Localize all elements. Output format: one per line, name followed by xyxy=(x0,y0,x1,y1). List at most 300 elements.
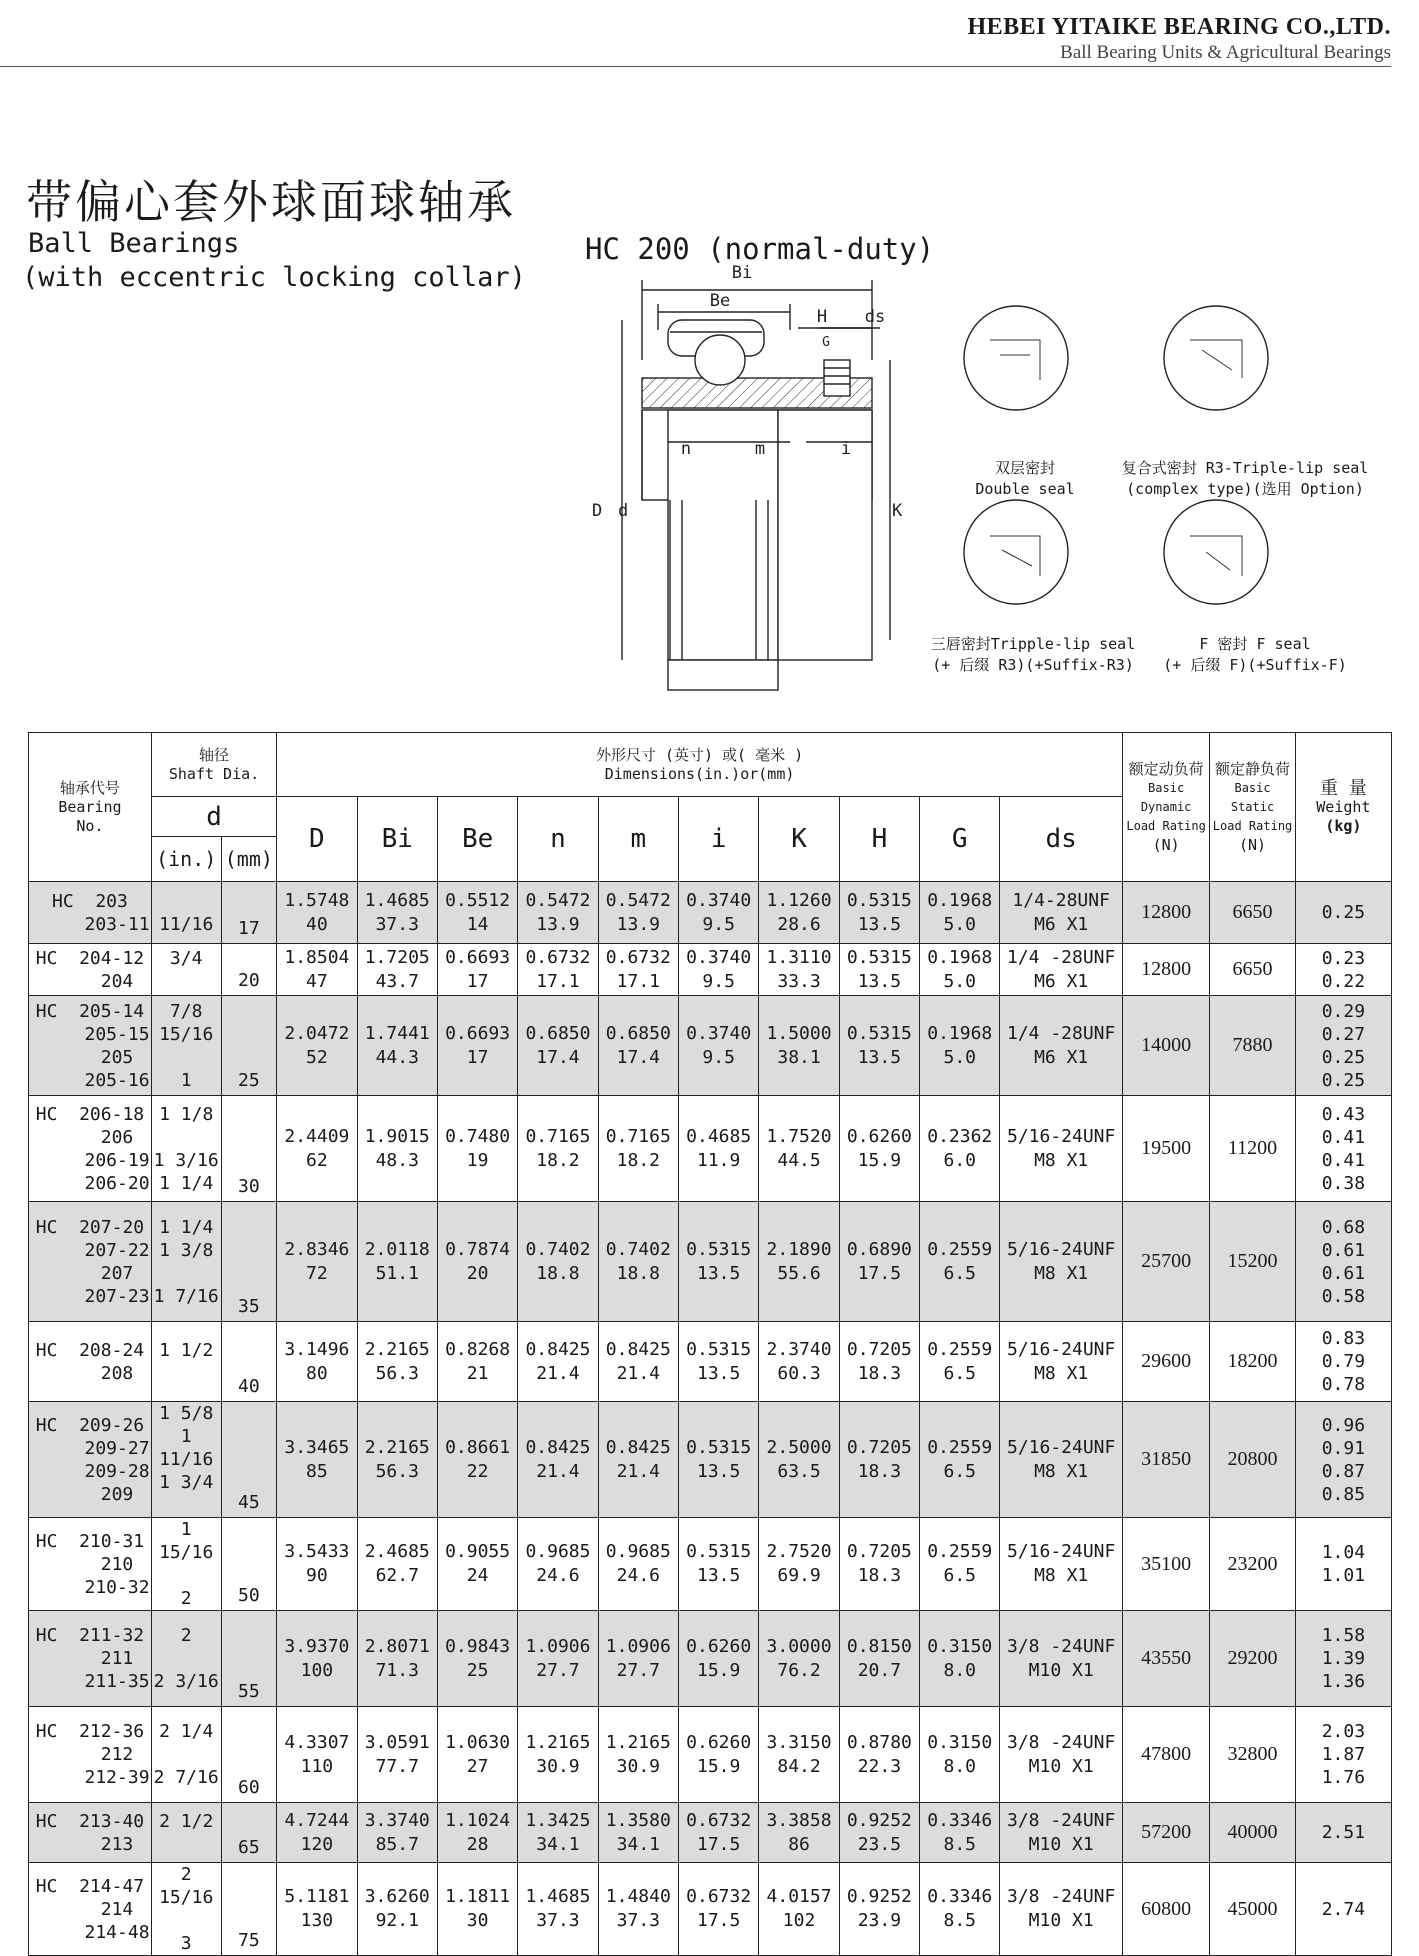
weight-value: 0.83 xyxy=(1321,1328,1366,1349)
header-dimensions: 外形尺寸 (英寸) 或( 毫米 ) Dimensions(in.)or(mm) xyxy=(277,733,1123,797)
dim-n-cell xyxy=(518,1611,598,1707)
bearing-number-cell xyxy=(29,1202,152,1322)
shaft-inch xyxy=(152,1833,221,1856)
dim-ds-value: M6 X1 xyxy=(1034,913,1089,935)
dim-n-value: 1.2165 xyxy=(525,1731,591,1753)
dim-bi-value: 77.7 xyxy=(375,1755,419,1777)
weight-value: 0.43 xyxy=(1321,1103,1366,1125)
static-load: 40000 xyxy=(1210,1803,1295,1863)
shaft-inch: 1 1/4 xyxy=(159,1172,214,1194)
weight-value: 0.96 xyxy=(1321,1414,1366,1436)
shaft-inch-cell xyxy=(151,1518,221,1611)
table-row xyxy=(29,1096,1392,1202)
weight-value: 0.68 xyxy=(1321,1216,1366,1238)
table-row xyxy=(29,1707,1392,1803)
shaft-inch: 1 1/8 xyxy=(159,1103,214,1125)
weight-value: 0.91 xyxy=(1321,1437,1366,1459)
dim-k-value: 84.2 xyxy=(777,1755,821,1777)
table-row xyxy=(29,1803,1392,1863)
dim-g-cell xyxy=(920,1402,1000,1518)
dim-g-value: 0.2559 xyxy=(927,1541,993,1562)
dim-n-value: 1.0906 xyxy=(525,1635,591,1657)
dim-ds-value: M10 X1 xyxy=(1028,1659,1094,1681)
dim-m-value: 34.1 xyxy=(616,1833,660,1855)
weight-value: 2.03 xyxy=(1321,1721,1366,1742)
shaft-mm: 20 xyxy=(221,944,277,996)
weight-value: 1.39 xyxy=(1321,1648,1366,1669)
weight-value: 0.23 xyxy=(1321,947,1366,969)
dim-ds-cell xyxy=(1000,1518,1122,1611)
header-col-Be: Be xyxy=(437,797,517,882)
header-col-H: H xyxy=(839,797,919,882)
dim-bi-value: 3.3740 xyxy=(364,1809,430,1831)
dim-k-value: 1.5000 xyxy=(766,1022,832,1044)
dim-be-value: 0.6693 xyxy=(445,946,511,968)
dim-g-value: 0.3150 xyxy=(927,1731,993,1753)
bearing-number: 208 xyxy=(46,1362,134,1384)
dim-label-k: K xyxy=(892,501,903,521)
dim-h-value: 0.8150 xyxy=(846,1635,912,1657)
shaft-inch: 1 1/2 xyxy=(159,1339,214,1361)
bearing-number-cell xyxy=(29,1518,152,1611)
dim-g-value: 6.0 xyxy=(943,1149,977,1171)
dim-d-value: 5.1181 xyxy=(284,1886,350,1907)
dim-k-value: 60.3 xyxy=(777,1362,821,1384)
dim-bi-cell xyxy=(357,1322,437,1402)
header-col-K: K xyxy=(759,797,839,882)
header-d: d xyxy=(151,797,276,837)
dim-n-cell xyxy=(518,1803,598,1863)
dim-i-value: 17.5 xyxy=(697,1910,741,1931)
dim-m-cell xyxy=(598,1202,678,1322)
dim-h-value: 0.7205 xyxy=(846,1541,912,1562)
shaft-inch-cell xyxy=(151,1202,221,1322)
dim-k-value: 44.5 xyxy=(777,1149,821,1171)
dim-be-value: 0.7874 xyxy=(445,1238,511,1260)
dim-h-value: 23.9 xyxy=(857,1910,902,1931)
dynamic-load: 47800 xyxy=(1122,1707,1209,1803)
dim-i-value: 0.3740 xyxy=(686,1022,752,1044)
dim-g-value: 0.2559 xyxy=(927,1238,993,1260)
dim-m-cell xyxy=(598,944,678,996)
dim-n-cell xyxy=(518,996,598,1096)
dim-bi-value: 62.7 xyxy=(375,1565,419,1586)
bearing-number-cell xyxy=(29,1402,152,1518)
shaft-inch: 1 1/4 xyxy=(159,1216,214,1238)
dim-bi-value: 2.0118 xyxy=(364,1238,430,1260)
dim-g-value: 0.3150 xyxy=(927,1635,993,1657)
dim-label-bi: Bi xyxy=(731,263,753,283)
dim-bi-cell xyxy=(357,1863,437,1956)
dim-be-value: 27 xyxy=(466,1755,489,1777)
dim-m-value: 18.8 xyxy=(616,1262,660,1284)
dim-n-cell xyxy=(518,1322,598,1402)
weight-cell xyxy=(1295,1707,1391,1803)
weight-value: 0.41 xyxy=(1321,1149,1366,1171)
dim-bi-value: 56.3 xyxy=(375,1362,419,1384)
weight-cell xyxy=(1295,882,1391,944)
shaft-inch: 3 xyxy=(180,1933,192,1954)
dim-k-cell xyxy=(759,1518,839,1611)
dim-h-cell xyxy=(839,1202,919,1322)
dim-be-value: 22 xyxy=(466,1460,489,1482)
dynamic-load: 12800 xyxy=(1122,944,1209,996)
dim-i-value: 0.6732 xyxy=(686,1886,752,1907)
dim-ds-cell xyxy=(1000,1707,1122,1803)
dim-m-cell xyxy=(598,882,678,944)
header-shaft-dia: 轴径 Shaft Dia. xyxy=(151,733,276,797)
dim-bi-value: 92.1 xyxy=(375,1910,419,1931)
dim-be-cell xyxy=(437,1803,517,1863)
bearing-number: 206-19 xyxy=(30,1149,150,1171)
bearing-number: 206 xyxy=(46,1126,134,1148)
dim-m-value: 0.6732 xyxy=(605,946,671,968)
dim-m-cell xyxy=(598,1322,678,1402)
company-name: HEBEI YITAIKE BEARING CO.,LTD. xyxy=(967,14,1391,40)
dim-bi-value: 37.3 xyxy=(375,913,419,935)
dim-ds-cell xyxy=(1000,944,1122,996)
dim-d-value: 80 xyxy=(306,1362,328,1384)
dim-ds-value: 5/16-24UNF xyxy=(1006,1238,1116,1260)
shaft-mm: 25 xyxy=(221,996,277,1096)
dim-ds-value: 5/16-24UNF xyxy=(1006,1338,1116,1360)
weight-value: 0.38 xyxy=(1321,1172,1366,1194)
dim-d-value: 3.5433 xyxy=(284,1541,350,1562)
weight-value: 1.01 xyxy=(1321,1565,1366,1586)
dim-d-value: 62 xyxy=(306,1149,328,1171)
bearing-number-cell xyxy=(29,944,152,996)
shaft-inch xyxy=(152,1743,221,1766)
bearing-number: 207 xyxy=(46,1262,134,1284)
dim-be-value: 28 xyxy=(466,1833,489,1855)
bearing-number-cell xyxy=(29,1096,152,1202)
dim-label-h: H xyxy=(816,307,828,327)
dim-bi-cell xyxy=(357,1202,437,1322)
table-row xyxy=(29,1322,1392,1402)
table-row xyxy=(29,1611,1392,1707)
dim-d-value: 2.4409 xyxy=(284,1125,350,1147)
dim-bi-value: 71.3 xyxy=(375,1659,419,1681)
dim-i-value: 0.6260 xyxy=(686,1635,752,1657)
dim-ds-value: 3/8 -24UNF xyxy=(1006,1635,1116,1657)
table-row xyxy=(29,1202,1392,1322)
dim-n-cell xyxy=(518,1863,598,1956)
dim-k-value: 55.6 xyxy=(777,1262,821,1284)
dim-ds-value: M8 X1 xyxy=(1034,1565,1089,1586)
dim-i-value: 0.5315 xyxy=(686,1436,752,1458)
dim-be-cell xyxy=(437,1707,517,1803)
dim-bi-value: 2.2165 xyxy=(364,1436,430,1458)
dim-i-value: 13.5 xyxy=(697,1565,741,1586)
dim-g-value: 0.3346 xyxy=(927,1809,993,1831)
dim-be-value: 20 xyxy=(466,1262,489,1284)
dim-d-cell xyxy=(277,882,357,944)
dim-n-cell xyxy=(518,882,598,944)
dim-i-value: 0.5315 xyxy=(686,1238,752,1260)
page-title-en: Ball Bearings xyxy=(28,228,240,259)
bearing-number: HC 211-32 xyxy=(35,1625,145,1646)
dim-be-cell xyxy=(437,996,517,1096)
dim-n-value: 17.4 xyxy=(536,1046,580,1068)
dim-d-value: 3.1496 xyxy=(284,1338,350,1360)
dim-m-value: 0.6850 xyxy=(605,1022,671,1044)
dim-n-cell xyxy=(518,1202,598,1322)
bearing-number-cell xyxy=(29,996,152,1096)
dim-be-value: 0.8661 xyxy=(445,1436,511,1458)
shaft-inch: 1 15/16 xyxy=(159,1519,214,1563)
dim-label-be: Be xyxy=(709,291,731,311)
dim-bi-value: 2.4685 xyxy=(364,1541,430,1562)
bearing-number: HC 210-31 xyxy=(35,1530,145,1552)
dim-ds-value: 3/8 -24UNF xyxy=(1006,1886,1116,1907)
dim-g-cell xyxy=(920,996,1000,1096)
dim-i-value: 9.5 xyxy=(702,970,735,992)
dim-g-value: 0.2559 xyxy=(927,1436,993,1458)
shaft-mm: 17 xyxy=(221,882,277,944)
dim-g-value: 5.0 xyxy=(943,970,977,992)
weight-value: 1.58 xyxy=(1321,1625,1366,1646)
dim-h-cell xyxy=(839,1803,919,1863)
shaft-inch xyxy=(152,970,221,993)
f-seal-suffix: (+ 后缀 F)(+Suffix-F) xyxy=(1163,656,1347,674)
dim-bi-value: 2.2165 xyxy=(364,1338,430,1360)
weight-cell xyxy=(1295,1518,1391,1611)
dim-d-value: 90 xyxy=(306,1565,328,1586)
dim-i-value: 13.5 xyxy=(697,1460,741,1482)
dim-n-value: 1.3425 xyxy=(525,1809,591,1831)
dim-k-value: 2.7520 xyxy=(766,1541,832,1562)
dim-g-cell xyxy=(920,1863,1000,1956)
dim-d-value: 4.3307 xyxy=(284,1731,350,1753)
shaft-inch: 15/16 xyxy=(159,1023,214,1045)
weight-cell xyxy=(1295,1402,1391,1518)
dim-ds-value: M10 X1 xyxy=(1028,1755,1094,1777)
dim-k-cell xyxy=(759,1096,839,1202)
dim-bi-value: 51.1 xyxy=(375,1262,419,1284)
dim-g-value: 8.5 xyxy=(943,1833,977,1855)
dynamic-load: 60800 xyxy=(1122,1863,1209,1956)
dim-k-value: 1.3110 xyxy=(766,946,832,968)
shaft-inch xyxy=(152,1647,221,1670)
dim-i-value: 0.5315 xyxy=(686,1541,752,1562)
dim-n-cell xyxy=(518,1518,598,1611)
shaft-inch: 1 3/16 xyxy=(153,1149,219,1171)
dim-h-value: 0.9252 xyxy=(846,1886,912,1907)
dim-d-value: 110 xyxy=(300,1755,334,1777)
bearing-number: HC 214-47 xyxy=(35,1875,145,1897)
dim-m-value: 37.3 xyxy=(616,1910,660,1931)
dim-i-value: 11.9 xyxy=(697,1149,741,1171)
static-load: 6650 xyxy=(1210,882,1295,944)
dim-be-cell xyxy=(437,1863,517,1956)
dim-h-value: 18.3 xyxy=(857,1362,902,1384)
dim-bi-cell xyxy=(357,944,437,996)
dim-h-value: 17.5 xyxy=(857,1262,902,1284)
dim-be-cell xyxy=(437,1096,517,1202)
dim-be-value: 0.5512 xyxy=(445,889,511,911)
shaft-inch xyxy=(152,1262,221,1285)
bearing-number: 210-32 xyxy=(30,1576,150,1598)
dim-bi-cell xyxy=(357,1096,437,1202)
dim-i-value: 13.5 xyxy=(697,1262,741,1284)
weight-value: 0.87 xyxy=(1321,1460,1366,1482)
table-row xyxy=(29,1863,1392,1956)
dim-label-m: m xyxy=(754,439,766,459)
dim-n-value: 34.1 xyxy=(536,1833,580,1855)
weight-cell xyxy=(1295,1322,1391,1402)
dim-i-value: 15.9 xyxy=(697,1755,741,1777)
dim-bi-value: 43.7 xyxy=(375,970,419,992)
dim-m-value: 18.2 xyxy=(616,1149,660,1171)
shaft-inch: 11/16 xyxy=(159,913,214,935)
dim-ds-value: 3/8 -24UNF xyxy=(1006,1809,1116,1831)
page-title-cn: 带偏心套外球面球轴承 xyxy=(26,175,516,229)
bearing-number-cell xyxy=(29,1803,152,1863)
weight-cell xyxy=(1295,1863,1391,1956)
weight-value: 1.76 xyxy=(1321,1767,1366,1788)
shaft-inch: 1 xyxy=(180,1069,192,1091)
dim-n-value: 18.2 xyxy=(536,1149,580,1171)
dim-n-value: 21.4 xyxy=(536,1460,580,1482)
dim-bi-value: 1.7205 xyxy=(364,946,430,968)
bearing-number-cell xyxy=(29,1611,152,1707)
dim-ds-value: 5/16-24UNF xyxy=(1006,1125,1116,1147)
dynamic-load: 31850 xyxy=(1122,1402,1209,1518)
header-dynamic-load: 额定动负荷 Basic Dynamic Load Rating (N) xyxy=(1122,733,1209,882)
dim-d-cell xyxy=(277,1803,357,1863)
dim-k-cell xyxy=(759,1402,839,1518)
dim-ds-cell xyxy=(1000,1322,1122,1402)
shaft-inch-cell xyxy=(151,1322,221,1402)
dim-h-cell xyxy=(839,1611,919,1707)
dim-m-value: 0.5472 xyxy=(605,889,671,911)
dim-k-value: 86 xyxy=(788,1833,810,1855)
dim-bi-value: 3.0591 xyxy=(364,1731,430,1753)
dim-m-value: 17.4 xyxy=(616,1046,660,1068)
shaft-inch: 2 1/2 xyxy=(159,1810,214,1832)
dim-k-value: 69.9 xyxy=(777,1565,821,1586)
bearing-number: 205 xyxy=(46,1046,134,1068)
dim-m-value: 24.6 xyxy=(616,1565,660,1586)
shaft-inch xyxy=(152,1126,221,1149)
shaft-inch: 1 7/16 xyxy=(153,1285,219,1307)
dim-m-value: 17.1 xyxy=(616,970,660,992)
table-row xyxy=(29,944,1392,996)
dim-k-value: 76.2 xyxy=(777,1659,821,1681)
dim-m-value: 1.0906 xyxy=(605,1635,671,1657)
dim-k-value: 4.0157 xyxy=(766,1886,832,1907)
dim-k-cell xyxy=(759,996,839,1096)
dim-ds-value: 5/16-24UNF xyxy=(1006,1541,1116,1562)
dim-m-cell xyxy=(598,1803,678,1863)
dim-g-value: 0.2559 xyxy=(927,1338,993,1360)
header-col-G: G xyxy=(920,797,1000,882)
dim-d-value: 2.0472 xyxy=(284,1022,350,1044)
dim-ds-value: 1/4 -28UNF xyxy=(1006,1022,1116,1044)
dim-h-value: 0.7205 xyxy=(846,1338,912,1360)
weight-value: 0.27 xyxy=(1321,1023,1366,1045)
dim-k-value: 1.1260 xyxy=(766,889,832,911)
dim-n-value: 13.9 xyxy=(536,913,580,935)
table-row xyxy=(29,1518,1392,1611)
dim-be-value: 1.1024 xyxy=(445,1809,511,1831)
triple-seal-suffix: (+ 后缀 R3)(+Suffix-R3) xyxy=(932,656,1134,674)
dim-ds-cell xyxy=(1000,1202,1122,1322)
dim-h-value: 18.3 xyxy=(857,1565,902,1586)
shaft-mm: 65 xyxy=(221,1803,277,1863)
triple-lip-seal-detail xyxy=(964,500,1068,604)
dim-k-value: 2.1890 xyxy=(766,1238,832,1260)
dim-m-cell xyxy=(598,1518,678,1611)
dim-i-cell xyxy=(679,1863,759,1956)
bearing-number: HC 212-36 xyxy=(35,1721,145,1742)
bearing-number-cell xyxy=(29,1863,152,1956)
page-subtitle-en: (with eccentric locking collar) xyxy=(22,262,526,293)
bearing-number: HC 206-18 xyxy=(35,1103,145,1125)
bearing-number-cell xyxy=(29,882,152,944)
bearing-number: HC 207-20 xyxy=(35,1216,145,1238)
dynamic-load: 57200 xyxy=(1122,1803,1209,1863)
shaft-mm: 30 xyxy=(221,1096,277,1202)
weight-value: 0.58 xyxy=(1321,1285,1366,1307)
bearing-number: HC 208-24 xyxy=(35,1339,145,1361)
bearing-number: 214 xyxy=(46,1898,134,1920)
dim-be-value: 19 xyxy=(466,1149,489,1171)
dim-i-value: 0.4685 xyxy=(686,1125,752,1147)
bearing-number: 207-23 xyxy=(30,1285,150,1307)
dim-d-value: 3.9370 xyxy=(284,1635,350,1657)
dim-i-cell xyxy=(679,1518,759,1611)
bearing-number: 204 xyxy=(46,970,134,992)
dim-n-value: 0.5472 xyxy=(525,889,591,911)
bearing-number: 203-11 xyxy=(30,913,150,935)
dim-i-cell xyxy=(679,1322,759,1402)
shaft-mm: 35 xyxy=(221,1202,277,1322)
shaft-mm: 60 xyxy=(221,1707,277,1803)
dim-be-cell xyxy=(437,882,517,944)
dim-d-value: 52 xyxy=(306,1046,328,1068)
dim-g-value: 0.3346 xyxy=(927,1886,993,1907)
dim-i-cell xyxy=(679,1707,759,1803)
dim-be-value: 0.9843 xyxy=(445,1635,511,1657)
dim-k-cell xyxy=(759,1611,839,1707)
dim-bi-value: 1.9015 xyxy=(364,1125,430,1147)
dim-ds-cell xyxy=(1000,996,1122,1096)
dim-h-cell xyxy=(839,1707,919,1803)
double-seal-detail xyxy=(964,306,1068,410)
dim-m-cell xyxy=(598,1611,678,1707)
shaft-inch: 2 15/16 xyxy=(159,1864,214,1908)
weight-value: 0.79 xyxy=(1321,1351,1366,1372)
dim-k-cell xyxy=(759,1707,839,1803)
dim-d-cell xyxy=(277,1202,357,1322)
dim-g-value: 5.0 xyxy=(943,913,977,935)
dim-k-value: 63.5 xyxy=(777,1460,821,1482)
dim-m-value: 30.9 xyxy=(616,1755,660,1777)
static-load: 29200 xyxy=(1210,1611,1295,1707)
dynamic-load: 12800 xyxy=(1122,882,1209,944)
dim-h-cell xyxy=(839,1863,919,1956)
dim-g-cell xyxy=(920,1707,1000,1803)
dim-m-cell xyxy=(598,1402,678,1518)
weight-cell xyxy=(1295,1803,1391,1863)
bearing-number: HC 205-14 xyxy=(35,1000,145,1022)
shaft-mm: 75 xyxy=(221,1863,277,1956)
dim-d-cell xyxy=(277,1518,357,1611)
dim-bi-value: 2.8071 xyxy=(364,1635,430,1657)
shaft-inch: 2 xyxy=(180,1625,192,1646)
dim-be-value: 24 xyxy=(466,1565,489,1586)
